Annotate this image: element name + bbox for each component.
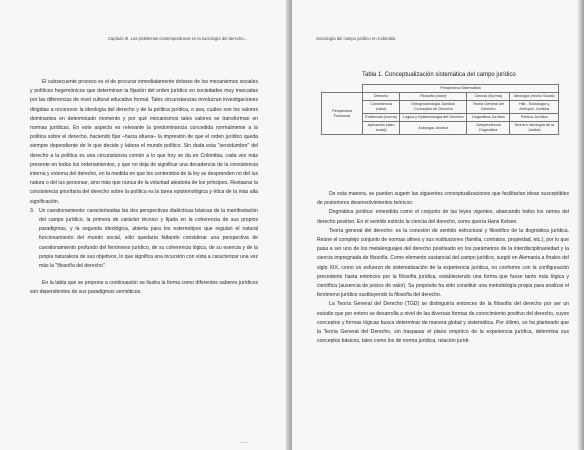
table-row-label: Existencia (norma) bbox=[363, 114, 400, 122]
left-paragraph-1: El subsecuente proceso es el de procurar inmediatamente dotarse de los mecanismos sociales y políticos hegemónicos que determinan la fijación del orden jurídico en sociedades muy marcadas por las diferencias de nivel cultural educativo formal. Tales circunstancias involucran investigaciones dirigidas a reconocer la ideología del derecho y de la política jurídica, o sea, cuáles son los valores dominantes en determinado momento y por qué mecanismos tales valores se transforman en normas jurídicas. En este aspecto es relevante la predominancia concedida normalmente a la política sobre el derecho, haciendo fijar –hacia afuera– la impresión de que el orden jurídico queda siempre dependiente de lo que decide y labora el mundo político. Sin duda esta "servidumbre" del derecho a la política es una circunstancia común a lo que hoy se da en Colombia, cada vez más presente en todos los ordenamientos, y que no deja de significar una decadencia de la consistencia interna y externa del derecho, en la medida en que los contenidos de la ley se desprenden no del ius natura o del ius personae, sino más que nunca de la voluntad aleatoria de los príncipes. Restaurar la consistencia prioritaria del derecho sobre la política es la tarea epistemológica y ética de la más alta significación. bbox=[30, 79, 258, 205]
left-page bbox=[0, 0, 290, 450]
list-number: 3. bbox=[30, 207, 35, 214]
right-body bbox=[317, 190, 569, 346]
column-header: Ciencia (Norma) bbox=[467, 93, 510, 101]
right-paragraph-2: Dogmática jurídica: entendida como el conjunto de las leyes vigentes, abarcando todos los ramos del derecho positivo. En el sentido estricto la ciencia del derecho, como quería Hans Kelsen. bbox=[317, 209, 569, 225]
table-column-header-row bbox=[322, 93, 559, 101]
left-running-head: Capítulo III. Los problemas contemporáneos en la sociología del derecho... bbox=[108, 36, 248, 41]
table-row-label: Aplicación (dato social) bbox=[363, 122, 400, 135]
table-empty-cell bbox=[322, 85, 363, 93]
right-paragraph-3: Teoría general del derecho: es la conexión de sentido estructural y filosófico de la dogmática jurídica. Reúne el complejo conjunto de normas afines y sus instituciones (familia, contratos, propiedad, etc.), por lo que pasa a ser uno de los metalenguajes del derecho positivado en los parámetros de la interdisciplinariedad y la ciencia impregnada de filosofía. Como elemento sustancial del campo jurídico, surgió en Alemania a finales del siglo XIX, como un esfuerzo de sistematización de la experiencia jurídica, no conforme con la configuración precedente hasta entonces por la filosofía jurídica, estableciendo una forma que fuese tanto más lógica y científica (ausencia de juicios de valor). Su propósito ha sido constituir una metodología propia para analizar el fenómeno jurídico sustituyendo la filosofía del derecho. bbox=[317, 227, 569, 299]
table-cell: Política Jurídica bbox=[510, 114, 559, 122]
table-cell: Lógica y Epistemología del Derecho bbox=[400, 114, 467, 122]
table-cell: Hist., Sociología y Antropol. Jurídica bbox=[510, 101, 559, 114]
table-cell: Teoría General del Derecho bbox=[467, 101, 510, 114]
left-body bbox=[30, 78, 258, 298]
table-title: Tabla 1. Conceptualización sistemática del campo jurídico bbox=[362, 72, 516, 78]
table-header-row-1 bbox=[322, 85, 559, 93]
table-cell: Ontognoseología Jurídica: Conceptos de Derecho bbox=[400, 101, 467, 114]
column-header: Ideología (hecho Social) bbox=[510, 93, 559, 101]
right-page bbox=[292, 0, 584, 450]
table-row-label: Consistencia (valor) bbox=[363, 101, 400, 114]
column-header: Filosofía (valor) bbox=[400, 93, 467, 101]
table-cell: Jurisprudencia Dogmática bbox=[467, 122, 510, 135]
left-paragraph-last: En la tabla que se propone a continuación se ilustra la forma como diferentes saberes jurídicos son dependientes de sus paradigmas semióticos. bbox=[30, 280, 258, 296]
scan-edge-shadow bbox=[577, 0, 584, 450]
table-cell: Teoría e Ideología de la Justicia bbox=[510, 122, 559, 135]
column-header: Derecho bbox=[363, 93, 400, 101]
right-paragraph-4: La Teoría General del Derecho (TGD) se distinguiría entonces de la filosofía del derecho por ser un estudio que por entero se desarrolla a nivel de las diversas formas de conocimiento positivo del derecho, cuyos conceptos y formas lógicas busca determinar de manera global y sistemática. Por último, se ha planteado que la Teoría General del Derecho, sin traspasar el plano empírico de la experiencia jurídica, determina sus conceptos básicos, tales como los de norma jurídica, relación jurídi- bbox=[317, 301, 569, 345]
systematic-table bbox=[321, 84, 559, 135]
right-paragraph-1: De esta manera, se pueden sugerir las siguientes conceptualizaciones que facilitarían ideas susceptibles de posteriores desenvolvimientos teóricos: bbox=[317, 191, 569, 207]
functional-perspective-header: Perspectiva Funcional bbox=[322, 93, 363, 135]
left-footer-mark: —— bbox=[240, 439, 248, 444]
right-running-head: Sociología del campo jurídico en Colombia bbox=[316, 36, 396, 41]
table-cell: Axiología Jurídica bbox=[400, 122, 467, 135]
table-cell: Dogmática Jurídica bbox=[467, 114, 510, 122]
list-item-text: Un cuestionamiento: caracterizadas las dos perspectivas dialécticas básicas de la manifestación del campo jurídico, la primera de carácter técnico y fijada en la coherencia de sus propios paradigmas, y la segunda ideológica, abierta para los estereotipos que regulan el natural funcionamiento del mundo social, sólo quedaría faltando considerar una perspectiva de cuestionamiento profundo del fenómeno jurídico, de su coherencia lógica, de su esencia y de la propia naturaleza de sus objetivos, lo que significa una incursión con vista a caracterizar una vez más la "filosofía del derecho". bbox=[39, 207, 258, 270]
left-list-item-3 bbox=[30, 207, 258, 271]
systematic-perspective-header: Perspectiva Sistemática bbox=[363, 85, 559, 93]
